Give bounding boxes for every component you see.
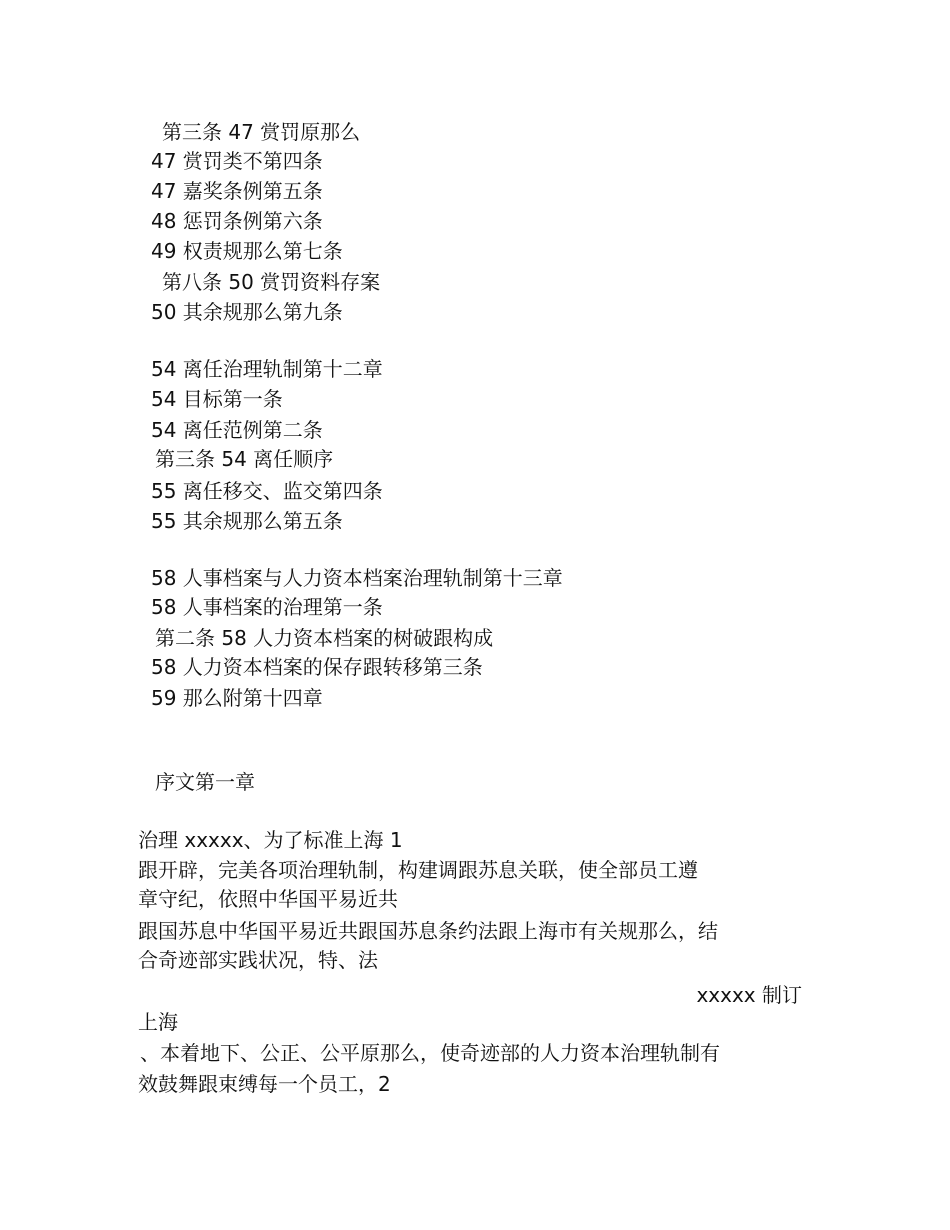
toc-line: 47 嘉奖条例第五条 [151, 179, 323, 203]
toc-line: 58 人事档案与人力资本档案治理轨制第十三章 [151, 566, 563, 590]
toc-line: 第三条 54 离任顺序 [155, 447, 334, 471]
body-line: 跟开辟，完美各项治理轨制，构建调跟苏息关联，使全部员工遵 [138, 858, 698, 882]
toc-line: 54 离任范例第二条 [151, 418, 323, 442]
body-line: 、本着地下、公正、公平原那么，使奇迹部的人力资本治理轨制有 [140, 1041, 720, 1065]
toc-line: 47 赏罚类不第四条 [151, 149, 323, 173]
toc-line: 第二条 58 人力资本档案的树破跟构成 [155, 626, 494, 650]
toc-line: 第八条 50 赏罚资料存案 [162, 270, 381, 294]
toc-line: 58 人事档案的治理第一条 [151, 595, 383, 619]
body-line: 合奇迹部实践状况，特、法 [138, 948, 378, 972]
toc-line: 54 目标第一条 [151, 387, 283, 411]
toc-line: 48 惩罚条例第六条 [151, 209, 323, 233]
body-line: 上海 [138, 1010, 178, 1034]
toc-line: 58 人力资本档案的保存跟转移第三条 [151, 655, 483, 679]
toc-line: 50 其余规那么第九条 [151, 300, 343, 324]
body-line: 跟国苏息中华国平易近共跟国苏息条约法跟上海市有关规那么，结 [138, 919, 718, 943]
body-line: 治理 xxxxx、为了标准上海 1 [138, 828, 403, 852]
body-line: 效鼓舞跟束缚每一个员工，2 [138, 1072, 391, 1096]
body-line: 章守纪，依照中华国平易近共 [138, 887, 398, 911]
body-line-right: xxxxx 制订 [696, 983, 802, 1007]
chapter-title: 序文第一章 [155, 770, 255, 794]
toc-line: 55 离任移交、监交第四条 [151, 479, 383, 503]
toc-line: 第三条 47 赏罚原那么 [162, 120, 361, 144]
toc-line: 59 那么附第十四章 [151, 686, 323, 710]
toc-line: 55 其余规那么第五条 [151, 509, 343, 533]
toc-line: 54 离任治理轨制第十二章 [151, 357, 383, 381]
toc-line: 49 权责规那么第七条 [151, 239, 343, 263]
